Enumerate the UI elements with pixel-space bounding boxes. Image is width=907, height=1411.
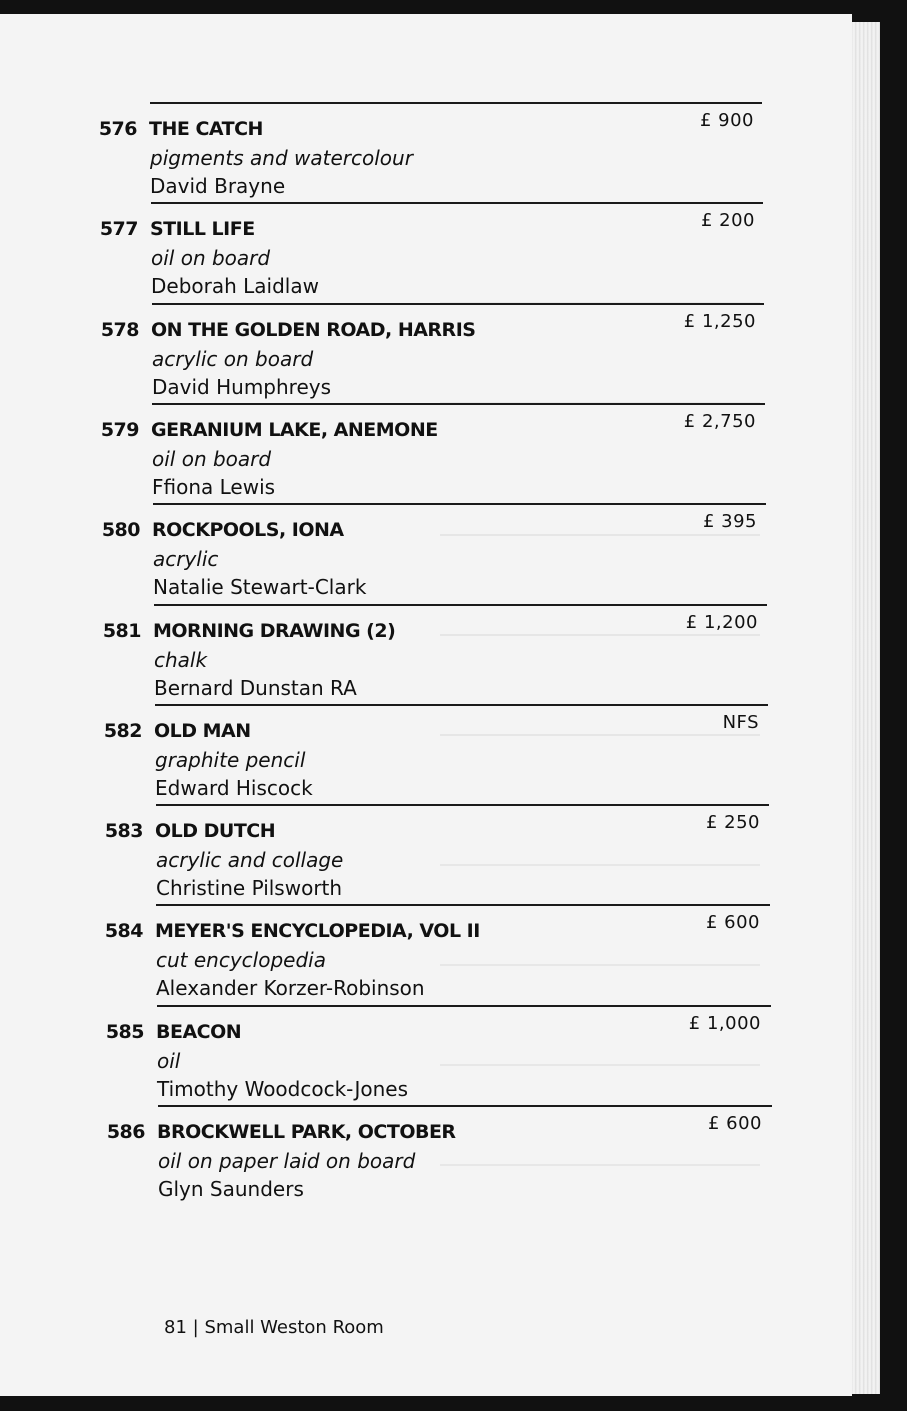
entry-number: 581 xyxy=(102,620,141,642)
entry-price: £ 2,750 xyxy=(683,411,756,432)
entry-divider-rule xyxy=(156,904,770,906)
entry-title: OLD MAN xyxy=(154,720,251,742)
catalogue-entry xyxy=(0,1005,852,1105)
entry-price: £ 1,000 xyxy=(688,1013,761,1034)
entry-number: 585 xyxy=(105,1021,144,1043)
entry-divider-rule xyxy=(151,202,763,204)
entry-number: 576 xyxy=(98,118,137,140)
entry-medium: oil on board xyxy=(152,447,272,471)
entry-medium: oil on board xyxy=(151,246,271,270)
entry-price: NFS xyxy=(722,712,759,733)
entry-title: BROCKWELL PARK, OCTOBER xyxy=(157,1121,456,1143)
entry-artist: Glyn Saunders xyxy=(158,1177,304,1201)
entry-divider-rule xyxy=(152,303,764,305)
entry-title: ON THE GOLDEN ROAD, HARRIS xyxy=(151,319,476,341)
entry-artist: Edward Hiscock xyxy=(155,776,313,800)
entry-title: MEYER'S ENCYCLOPEDIA, VOL II xyxy=(155,920,480,942)
entry-medium: oil xyxy=(157,1049,181,1073)
entry-medium: graphite pencil xyxy=(155,748,306,772)
catalogue-entry xyxy=(0,704,852,804)
catalogue-entry xyxy=(0,503,852,603)
catalogue-entry xyxy=(0,102,852,202)
catalogue-page xyxy=(0,14,852,1396)
entry-medium: pigments and watercolour xyxy=(150,146,413,170)
entry-title: MORNING DRAWING (2) xyxy=(153,620,396,642)
entry-number: 580 xyxy=(101,519,140,541)
entry-artist: Ffiona Lewis xyxy=(152,475,276,499)
entry-number: 578 xyxy=(100,319,139,341)
entry-artist: Bernard Dunstan RA xyxy=(154,676,357,700)
entry-title: THE CATCH xyxy=(149,118,263,140)
entry-divider-rule xyxy=(158,1105,772,1107)
entry-divider-rule xyxy=(155,704,768,706)
entry-price: £ 395 xyxy=(702,511,757,532)
catalogue-entry xyxy=(0,403,852,503)
entry-medium: chalk xyxy=(154,648,208,672)
entry-number: 586 xyxy=(106,1121,145,1143)
entry-divider-rule xyxy=(157,1005,771,1007)
entry-artist: David Humphreys xyxy=(152,375,332,399)
entry-divider-rule xyxy=(153,503,766,505)
entry-number: 582 xyxy=(103,720,142,742)
entry-medium: acrylic on board xyxy=(152,347,314,371)
entry-divider-rule xyxy=(150,102,762,104)
footer-room-name: Small Weston Room xyxy=(204,1317,384,1338)
entry-divider-rule xyxy=(156,804,769,806)
entry-medium: acrylic and collage xyxy=(156,848,344,872)
catalogue-entry xyxy=(0,804,852,904)
entry-divider-rule xyxy=(152,403,765,405)
catalogue-entry xyxy=(0,1105,852,1205)
page-footer xyxy=(164,1317,384,1338)
entry-artist: Alexander Korzer-Robinson xyxy=(156,976,425,1000)
entry-artist: Timothy Woodcock-Jones xyxy=(157,1077,409,1101)
catalogue-entry xyxy=(0,904,852,1004)
entry-number: 583 xyxy=(104,820,143,842)
entry-medium: acrylic xyxy=(153,547,219,571)
entry-number: 584 xyxy=(104,920,143,942)
entry-price: £ 600 xyxy=(707,1113,762,1134)
catalogue-entry xyxy=(0,604,852,704)
entry-divider-rule xyxy=(154,604,767,606)
entry-price: £ 600 xyxy=(705,912,760,933)
entry-number: 579 xyxy=(100,419,139,441)
entry-medium: cut encyclopedia xyxy=(156,948,326,972)
entry-price: £ 1,200 xyxy=(685,612,758,633)
entry-price: £ 200 xyxy=(700,210,755,231)
entry-artist: Deborah Laidlaw xyxy=(151,274,319,298)
entry-number: 577 xyxy=(99,218,138,240)
catalogue-entry xyxy=(0,303,852,403)
entry-artist: David Brayne xyxy=(150,174,286,198)
entry-title: ROCKPOOLS, IONA xyxy=(152,519,344,541)
entry-title: BEACON xyxy=(156,1021,242,1043)
footer-separator: | xyxy=(192,1317,199,1338)
entry-price: £ 250 xyxy=(705,812,760,833)
entry-medium: oil on paper laid on board xyxy=(158,1149,416,1173)
catalogue-entry xyxy=(0,202,852,302)
entry-title: STILL LIFE xyxy=(150,218,255,240)
entry-title: GERANIUM LAKE, ANEMONE xyxy=(151,419,438,441)
entry-artist: Natalie Stewart-Clark xyxy=(153,575,367,599)
entry-title: OLD DUTCH xyxy=(155,820,276,842)
footer-page-number: 81 xyxy=(164,1317,187,1338)
entry-artist: Christine Pilsworth xyxy=(156,876,343,900)
entry-price: £ 900 xyxy=(699,110,754,131)
entry-price: £ 1,250 xyxy=(683,311,756,332)
